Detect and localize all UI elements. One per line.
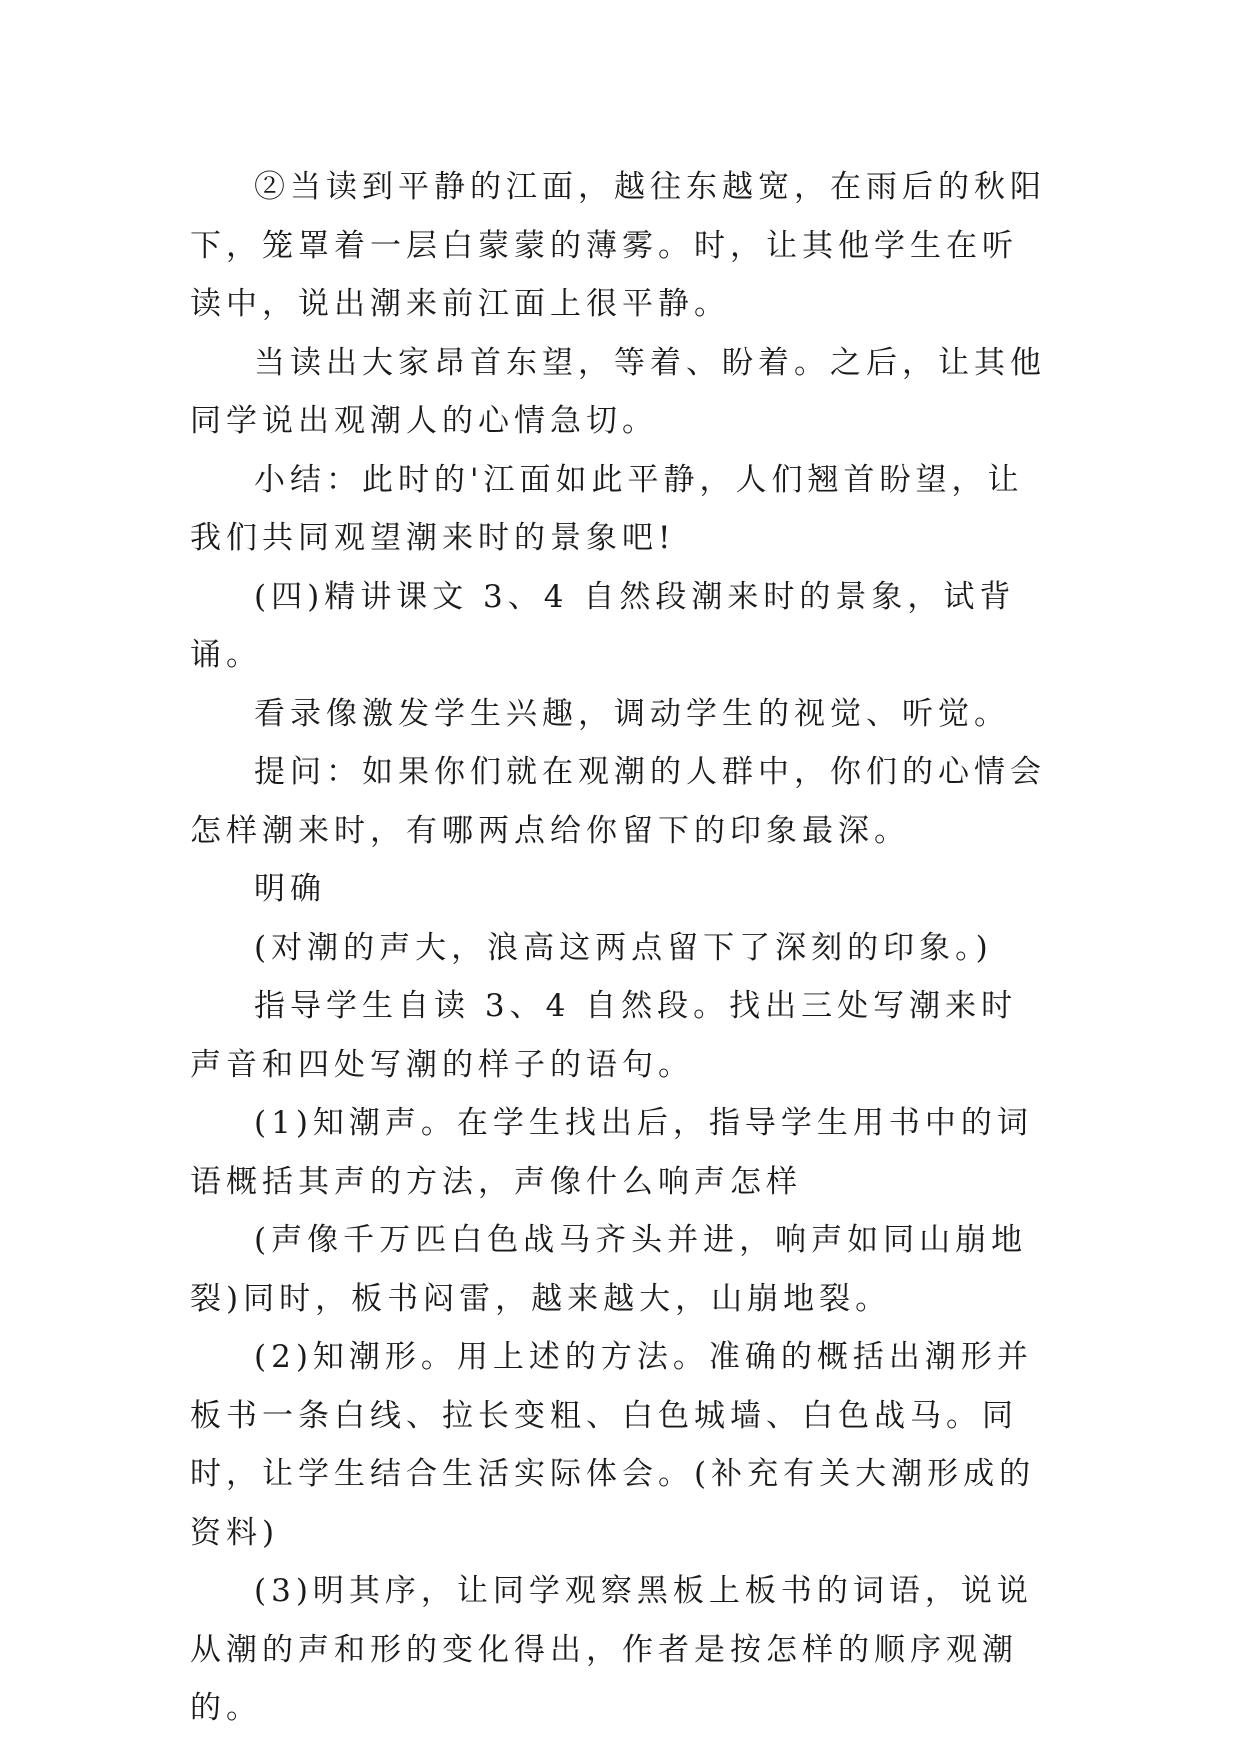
paragraph-7: 明确 <box>254 871 326 907</box>
paragraph-4: (四)精讲课文 3、4 自然段潮来时的景象，试背诵。 <box>190 578 1016 673</box>
paragraph-10: (1)知潮声。在学生找出后，指导学生用书中的词语概括其声的方法，声像什么响声怎样 <box>190 1105 1033 1200</box>
paragraph-8: (对潮的声大，浪高这两点留下了深刻的印象。) <box>254 929 993 966</box>
paragraph-9: 指导学生自读 3、4 自然段。找出三处写潮来时声音和四处写潮的样子的语句。 <box>190 988 1018 1083</box>
paragraph-3: 小结：此时的'江面如此平静，人们翘首盼望，让我们共同观望潮来时的景象吧! <box>190 461 1024 556</box>
paragraph-12: (2)知潮形。用上述的方法。准确的概括出潮形并板书一条白线、拉长变粗、白色城墙、白色战马。同时，让学生结合生活实际体会。(补充有关大潮形成的资料) <box>190 1339 1036 1551</box>
paragraph-6: 提问：如果你们就在观潮的人群中，你们的心情会怎样潮来时，有哪两点给你留下的印象最深。 <box>190 754 1046 849</box>
document-body <box>190 158 1050 1738</box>
paragraph-5: 看录像激发学生兴趣，调动学生的视觉、听觉。 <box>254 695 1010 732</box>
paragraph-11: (声像千万匹白色战马齐头并进，响声如同山崩地裂)同时，板书闷雷，越来越大，山崩地裂。 <box>190 1222 1028 1317</box>
paragraph-1: ②当读到平静的江面，越往东越宽，在雨后的秋阳下，笼罩着一层白蒙蒙的薄雾。时，让其他学生在听读中，说出潮来前江面上很平静。 <box>190 169 1046 322</box>
paragraph-2: 当读出大家昂首东望，等着、盼着。之后，让其他同学说出观潮人的心情急切。 <box>190 344 1046 439</box>
paragraph-13: (3)明其序，让同学观察黑板上板书的词语，说说从潮的声和形的变化得出，作者是按怎样的顺序观潮的。 <box>190 1573 1033 1726</box>
